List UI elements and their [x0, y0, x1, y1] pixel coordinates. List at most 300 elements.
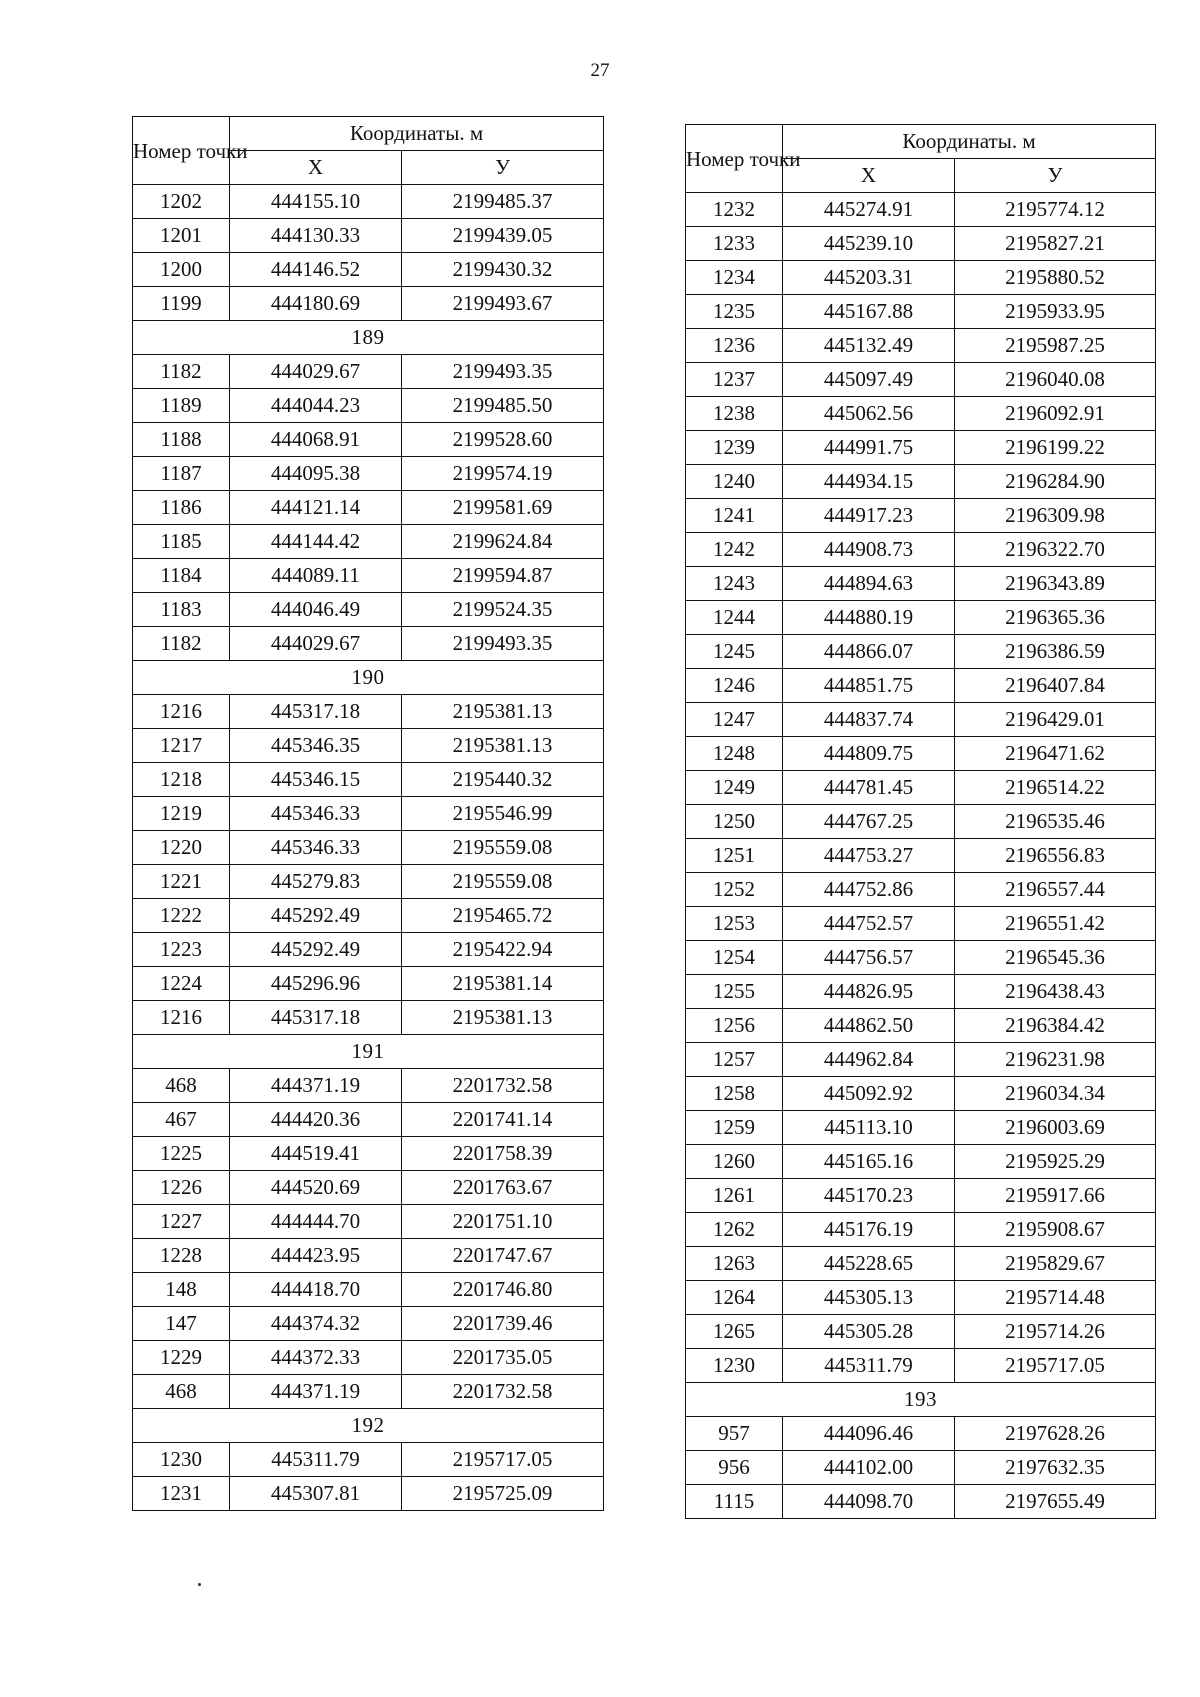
- y-coordinate-cell: 2196092.91: [955, 397, 1156, 431]
- y-coordinate-cell: 2199485.50: [402, 389, 604, 423]
- point-number-cell: 1247: [686, 703, 783, 737]
- x-coordinate-cell: 445170.23: [783, 1179, 955, 1213]
- table-row: [686, 193, 1156, 227]
- y-coordinate-cell: 2199594.87: [402, 559, 604, 593]
- table-row: [133, 933, 604, 967]
- x-coordinate-cell: 445292.49: [230, 933, 402, 967]
- point-number-cell: 1186: [133, 491, 230, 525]
- table-row: [686, 873, 1156, 907]
- point-number-cell: 1246: [686, 669, 783, 703]
- point-number-cell: 1227: [133, 1205, 230, 1239]
- table-row: [133, 593, 604, 627]
- point-number-cell: 1223: [133, 933, 230, 967]
- y-coordinate-cell: 2195725.09: [402, 1477, 604, 1511]
- table-row: [133, 355, 604, 389]
- y-coordinate-cell: 2199430.32: [402, 253, 604, 287]
- table-row: [686, 1179, 1156, 1213]
- point-number-cell: 1265: [686, 1315, 783, 1349]
- point-number-cell: 1219: [133, 797, 230, 831]
- y-coordinate-cell: 2196407.84: [955, 669, 1156, 703]
- table-row: [133, 287, 604, 321]
- table-row: [686, 499, 1156, 533]
- x-coordinate-cell: 445346.33: [230, 831, 402, 865]
- table-row: [133, 1341, 604, 1375]
- table-row: [686, 363, 1156, 397]
- y-coordinate-cell: 2199528.60: [402, 423, 604, 457]
- x-coordinate-cell: 445176.19: [783, 1213, 955, 1247]
- table-row: [133, 525, 604, 559]
- x-coordinate-cell: 444089.11: [230, 559, 402, 593]
- x-coordinate-cell: 445296.96: [230, 967, 402, 1001]
- section-row: [133, 321, 604, 355]
- table-row: [133, 253, 604, 287]
- x-coordinate-cell: 445307.81: [230, 1477, 402, 1511]
- y-coordinate-cell: 2195559.08: [402, 831, 604, 865]
- y-coordinate-cell: 2196384.42: [955, 1009, 1156, 1043]
- x-coordinate-cell: 445165.16: [783, 1145, 955, 1179]
- table-row: [686, 635, 1156, 669]
- table-row: [686, 907, 1156, 941]
- x-coordinate-cell: 444520.69: [230, 1171, 402, 1205]
- table-row: [686, 533, 1156, 567]
- point-number-cell: 1240: [686, 465, 783, 499]
- y-coordinate-cell: 2196343.89: [955, 567, 1156, 601]
- table-row: [686, 1111, 1156, 1145]
- point-number-cell: 1228: [133, 1239, 230, 1273]
- x-coordinate-cell: 444753.27: [783, 839, 955, 873]
- x-coordinate-cell: 444934.15: [783, 465, 955, 499]
- x-coordinate-cell: 444991.75: [783, 431, 955, 465]
- point-number-cell: 1243: [686, 567, 783, 601]
- point-number-cell: 1263: [686, 1247, 783, 1281]
- table-row: [133, 967, 604, 1001]
- x-coordinate-cell: 444826.95: [783, 975, 955, 1009]
- x-coordinate-cell: 444837.74: [783, 703, 955, 737]
- point-number-cell: 1201: [133, 219, 230, 253]
- table-row: [133, 491, 604, 525]
- table-row: [686, 1043, 1156, 1077]
- x-coordinate-cell: 444068.91: [230, 423, 402, 457]
- point-number-cell: 1262: [686, 1213, 783, 1247]
- point-number-cell: 1253: [686, 907, 783, 941]
- table-row: [686, 295, 1156, 329]
- x-coordinate-cell: 444029.67: [230, 355, 402, 389]
- y-coordinate-cell: 2195933.95: [955, 295, 1156, 329]
- table-body: [686, 193, 1156, 1519]
- point-number-cell: 1239: [686, 431, 783, 465]
- table-row: [133, 1103, 604, 1137]
- y-coordinate-cell: 2199624.84: [402, 525, 604, 559]
- y-coordinate-cell: 2199485.37: [402, 185, 604, 219]
- point-number-cell: 467: [133, 1103, 230, 1137]
- x-coordinate-cell: 445346.33: [230, 797, 402, 831]
- y-coordinate-cell: 2195908.67: [955, 1213, 1156, 1247]
- section-number: 192: [133, 1409, 604, 1443]
- x-coordinate-cell: 444372.33: [230, 1341, 402, 1375]
- point-number-cell: 1257: [686, 1043, 783, 1077]
- x-coordinate-cell: 444144.42: [230, 525, 402, 559]
- table-row: [133, 695, 604, 729]
- point-number-cell: 1185: [133, 525, 230, 559]
- point-number-cell: 1248: [686, 737, 783, 771]
- point-number-cell: 1258: [686, 1077, 783, 1111]
- x-coordinate-cell: 444752.86: [783, 873, 955, 907]
- point-number-cell: 1202: [133, 185, 230, 219]
- x-coordinate-cell: 444371.19: [230, 1069, 402, 1103]
- point-number-cell: 957: [686, 1417, 783, 1451]
- x-coordinate-cell: 444374.32: [230, 1307, 402, 1341]
- table-row: [686, 1451, 1156, 1485]
- point-number-cell: 1238: [686, 397, 783, 431]
- table-row: [133, 627, 604, 661]
- y-coordinate-cell: 2195880.52: [955, 261, 1156, 295]
- table-row: [133, 457, 604, 491]
- table-row: [686, 1349, 1156, 1383]
- point-number-cell: 1264: [686, 1281, 783, 1315]
- y-coordinate-cell: 2199439.05: [402, 219, 604, 253]
- point-number-cell: 1216: [133, 1001, 230, 1035]
- table-row: [686, 1485, 1156, 1519]
- point-number-cell: 1230: [686, 1349, 783, 1383]
- y-coordinate-cell: 2196309.98: [955, 499, 1156, 533]
- y-header: У: [955, 159, 1156, 193]
- x-coordinate-cell: 444767.25: [783, 805, 955, 839]
- point-number-cell: 1200: [133, 253, 230, 287]
- table-row: [686, 227, 1156, 261]
- table-row: [686, 601, 1156, 635]
- x-coordinate-cell: 444029.67: [230, 627, 402, 661]
- table-row: [686, 261, 1156, 295]
- y-coordinate-cell: 2201741.14: [402, 1103, 604, 1137]
- y-coordinate-cell: 2196514.22: [955, 771, 1156, 805]
- point-number-cell: 1199: [133, 287, 230, 321]
- section-number: 190: [133, 661, 604, 695]
- point-number-cell: 1226: [133, 1171, 230, 1205]
- y-coordinate-cell: 2195917.66: [955, 1179, 1156, 1213]
- section-row: [133, 661, 604, 695]
- table-row: [686, 1315, 1156, 1349]
- x-coordinate-cell: 444423.95: [230, 1239, 402, 1273]
- x-coordinate-cell: 445239.10: [783, 227, 955, 261]
- table-row: [686, 1145, 1156, 1179]
- point-number-cell: 1187: [133, 457, 230, 491]
- point-number-cell: 1182: [133, 627, 230, 661]
- table-body: [133, 185, 604, 1511]
- x-coordinate-cell: 444894.63: [783, 567, 955, 601]
- table-row: [133, 865, 604, 899]
- table-row: [133, 1443, 604, 1477]
- table-row: [686, 737, 1156, 771]
- y-coordinate-cell: 2196556.83: [955, 839, 1156, 873]
- point-number-cell: 1236: [686, 329, 783, 363]
- point-number-cell: 1245: [686, 635, 783, 669]
- table-row: [686, 771, 1156, 805]
- table-row: [686, 669, 1156, 703]
- point-number-cell: 1252: [686, 873, 783, 907]
- y-header: У: [402, 151, 604, 185]
- x-coordinate-cell: 444180.69: [230, 287, 402, 321]
- y-coordinate-cell: 2195381.14: [402, 967, 604, 1001]
- point-number-cell: 1256: [686, 1009, 783, 1043]
- point-number-cell: 1221: [133, 865, 230, 899]
- point-number-cell: 1218: [133, 763, 230, 797]
- y-coordinate-cell: 2196429.01: [955, 703, 1156, 737]
- table-row: [133, 219, 604, 253]
- x-coordinate-cell: 444096.46: [783, 1417, 955, 1451]
- y-coordinate-cell: 2195381.13: [402, 1001, 604, 1035]
- y-coordinate-cell: 2201758.39: [402, 1137, 604, 1171]
- point-number-cell: 1232: [686, 193, 783, 227]
- point-number-cell: 1234: [686, 261, 783, 295]
- x-coordinate-cell: 444444.70: [230, 1205, 402, 1239]
- y-coordinate-cell: 2196386.59: [955, 635, 1156, 669]
- table-row: [133, 1375, 604, 1409]
- y-coordinate-cell: 2196438.43: [955, 975, 1156, 1009]
- y-coordinate-cell: 2196003.69: [955, 1111, 1156, 1145]
- y-coordinate-cell: 2195546.99: [402, 797, 604, 831]
- table-row: [133, 559, 604, 593]
- y-coordinate-cell: 2201739.46: [402, 1307, 604, 1341]
- y-coordinate-cell: 2195925.29: [955, 1145, 1156, 1179]
- table-row: [686, 1077, 1156, 1111]
- x-coordinate-cell: 444752.57: [783, 907, 955, 941]
- table-row: [686, 1247, 1156, 1281]
- x-coordinate-cell: 444098.70: [783, 1485, 955, 1519]
- x-coordinate-cell: 445317.18: [230, 1001, 402, 1035]
- point-number-cell: 1255: [686, 975, 783, 1009]
- y-coordinate-cell: 2196231.98: [955, 1043, 1156, 1077]
- table-row: [133, 1205, 604, 1239]
- point-number-cell: 1222: [133, 899, 230, 933]
- y-coordinate-cell: 2195987.25: [955, 329, 1156, 363]
- x-coordinate-cell: 444121.14: [230, 491, 402, 525]
- x-coordinate-cell: 444809.75: [783, 737, 955, 771]
- section-number: 191: [133, 1035, 604, 1069]
- x-coordinate-cell: 445305.13: [783, 1281, 955, 1315]
- y-coordinate-cell: 2201732.58: [402, 1375, 604, 1409]
- x-coordinate-cell: 445311.79: [230, 1443, 402, 1477]
- x-coordinate-cell: 445132.49: [783, 329, 955, 363]
- x-coordinate-cell: 444146.52: [230, 253, 402, 287]
- y-coordinate-cell: 2195559.08: [402, 865, 604, 899]
- y-coordinate-cell: 2196545.36: [955, 941, 1156, 975]
- table-row: [686, 329, 1156, 363]
- y-coordinate-cell: 2201735.05: [402, 1341, 604, 1375]
- table-row: [686, 431, 1156, 465]
- x-coordinate-cell: 444917.23: [783, 499, 955, 533]
- point-number-cell: 468: [133, 1375, 230, 1409]
- y-coordinate-cell: 2195422.94: [402, 933, 604, 967]
- table-row: [686, 1417, 1156, 1451]
- x-coordinate-cell: 444371.19: [230, 1375, 402, 1409]
- y-coordinate-cell: 2195381.13: [402, 695, 604, 729]
- point-number-cell: 1261: [686, 1179, 783, 1213]
- y-coordinate-cell: 2196284.90: [955, 465, 1156, 499]
- x-coordinate-cell: 445228.65: [783, 1247, 955, 1281]
- x-coordinate-cell: 444862.50: [783, 1009, 955, 1043]
- point-number-cell: 1235: [686, 295, 783, 329]
- point-number-cell: 1216: [133, 695, 230, 729]
- section-number: 193: [686, 1383, 1156, 1417]
- point-number-cell: 1241: [686, 499, 783, 533]
- x-coordinate-cell: 444130.33: [230, 219, 402, 253]
- point-number-cell: 1244: [686, 601, 783, 635]
- point-number-cell: 1254: [686, 941, 783, 975]
- table-row: [686, 1281, 1156, 1315]
- y-coordinate-cell: 2199493.35: [402, 627, 604, 661]
- x-coordinate-cell: 445346.15: [230, 763, 402, 797]
- table-row: [133, 1171, 604, 1205]
- table-row: [133, 831, 604, 865]
- table-row: [686, 703, 1156, 737]
- x-coordinate-cell: 445292.49: [230, 899, 402, 933]
- y-coordinate-cell: 2201763.67: [402, 1171, 604, 1205]
- table-row: [686, 805, 1156, 839]
- section-row: [133, 1409, 604, 1443]
- table-row: [133, 763, 604, 797]
- x-coordinate-cell: 445203.31: [783, 261, 955, 295]
- table-row: [686, 1009, 1156, 1043]
- point-number-cell: 1249: [686, 771, 783, 805]
- point-number-cell: 1233: [686, 227, 783, 261]
- x-coordinate-cell: 444880.19: [783, 601, 955, 635]
- x-header: X: [230, 151, 402, 185]
- table-row: [686, 465, 1156, 499]
- x-coordinate-cell: 445311.79: [783, 1349, 955, 1383]
- point-number-cell: 1231: [133, 1477, 230, 1511]
- x-coordinate-cell: 444908.73: [783, 533, 955, 567]
- page-number: 27: [590, 60, 610, 81]
- y-coordinate-cell: 2195440.32: [402, 763, 604, 797]
- table-row: [133, 185, 604, 219]
- point-number-cell: 147: [133, 1307, 230, 1341]
- point-number-cell: 1230: [133, 1443, 230, 1477]
- table-row: [133, 1307, 604, 1341]
- section-row: [133, 1035, 604, 1069]
- y-coordinate-cell: 2201747.67: [402, 1239, 604, 1273]
- point-number-cell: 1229: [133, 1341, 230, 1375]
- x-coordinate-cell: 445274.91: [783, 193, 955, 227]
- table-row: [686, 1213, 1156, 1247]
- x-coordinate-cell: 444155.10: [230, 185, 402, 219]
- y-coordinate-cell: 2195714.48: [955, 1281, 1156, 1315]
- point-number-cell: 1260: [686, 1145, 783, 1179]
- x-coordinate-cell: 445167.88: [783, 295, 955, 329]
- y-coordinate-cell: 2195774.12: [955, 193, 1156, 227]
- y-coordinate-cell: 2196322.70: [955, 533, 1156, 567]
- table-row: [133, 1137, 604, 1171]
- x-coordinate-cell: 445317.18: [230, 695, 402, 729]
- y-coordinate-cell: 2196551.42: [955, 907, 1156, 941]
- coordinates-table-right: [685, 124, 1156, 1519]
- point-number-header: Номер точки: [686, 125, 783, 193]
- x-coordinate-cell: 445092.92: [783, 1077, 955, 1111]
- point-number-cell: 1251: [686, 839, 783, 873]
- y-coordinate-cell: 2201751.10: [402, 1205, 604, 1239]
- x-coordinate-cell: 445113.10: [783, 1111, 955, 1145]
- point-number-cell: 1184: [133, 559, 230, 593]
- point-number-cell: 1250: [686, 805, 783, 839]
- y-coordinate-cell: 2196040.08: [955, 363, 1156, 397]
- coordinates-table-left: [132, 116, 604, 1511]
- table-row: [133, 1069, 604, 1103]
- y-coordinate-cell: 2197655.49: [955, 1485, 1156, 1519]
- table-row: [686, 839, 1156, 873]
- table-row: [133, 389, 604, 423]
- x-coordinate-cell: 445097.49: [783, 363, 955, 397]
- x-coordinate-cell: 444420.36: [230, 1103, 402, 1137]
- y-coordinate-cell: 2201746.80: [402, 1273, 604, 1307]
- y-coordinate-cell: 2196471.62: [955, 737, 1156, 771]
- x-coordinate-cell: 444866.07: [783, 635, 955, 669]
- y-coordinate-cell: 2199493.67: [402, 287, 604, 321]
- y-coordinate-cell: 2201732.58: [402, 1069, 604, 1103]
- y-coordinate-cell: 2196535.46: [955, 805, 1156, 839]
- section-number: 189: [133, 321, 604, 355]
- point-number-cell: 1224: [133, 967, 230, 1001]
- point-number-cell: 1242: [686, 533, 783, 567]
- y-coordinate-cell: 2197632.35: [955, 1451, 1156, 1485]
- table-row: [133, 423, 604, 457]
- y-coordinate-cell: 2196034.34: [955, 1077, 1156, 1111]
- x-coordinate-cell: 444756.57: [783, 941, 955, 975]
- x-coordinate-cell: 445346.35: [230, 729, 402, 763]
- table-row: [686, 567, 1156, 601]
- point-number-cell: 1183: [133, 593, 230, 627]
- table-row: [133, 1239, 604, 1273]
- coordinates-header: Координаты. м: [230, 117, 604, 151]
- point-number-cell: 1115: [686, 1485, 783, 1519]
- x-coordinate-cell: 445062.56: [783, 397, 955, 431]
- x-coordinate-cell: 444046.49: [230, 593, 402, 627]
- y-coordinate-cell: 2195829.67: [955, 1247, 1156, 1281]
- table-row: [686, 975, 1156, 1009]
- point-number-header: Номер точки: [133, 117, 230, 185]
- x-coordinate-cell: 444095.38: [230, 457, 402, 491]
- x-coordinate-cell: 444044.23: [230, 389, 402, 423]
- point-number-cell: 1182: [133, 355, 230, 389]
- table-row: [133, 797, 604, 831]
- point-number-cell: 956: [686, 1451, 783, 1485]
- table-row: [133, 729, 604, 763]
- y-coordinate-cell: 2195717.05: [402, 1443, 604, 1477]
- x-coordinate-cell: 444851.75: [783, 669, 955, 703]
- stray-mark: [198, 1583, 201, 1586]
- x-coordinate-cell: 445305.28: [783, 1315, 955, 1349]
- x-coordinate-cell: 444962.84: [783, 1043, 955, 1077]
- point-number-cell: 148: [133, 1273, 230, 1307]
- point-number-cell: 1259: [686, 1111, 783, 1145]
- x-coordinate-cell: 444102.00: [783, 1451, 955, 1485]
- x-header: X: [783, 159, 955, 193]
- y-coordinate-cell: 2199574.19: [402, 457, 604, 491]
- point-number-cell: 1237: [686, 363, 783, 397]
- x-coordinate-cell: 445279.83: [230, 865, 402, 899]
- table-row: [133, 1001, 604, 1035]
- y-coordinate-cell: 2196199.22: [955, 431, 1156, 465]
- table-row: [686, 397, 1156, 431]
- y-coordinate-cell: 2195827.21: [955, 227, 1156, 261]
- y-coordinate-cell: 2197628.26: [955, 1417, 1156, 1451]
- point-number-cell: 1220: [133, 831, 230, 865]
- y-coordinate-cell: 2195717.05: [955, 1349, 1156, 1383]
- table-row: [686, 941, 1156, 975]
- table-row: [133, 1477, 604, 1511]
- point-number-cell: 1189: [133, 389, 230, 423]
- y-coordinate-cell: 2196365.36: [955, 601, 1156, 635]
- y-coordinate-cell: 2195465.72: [402, 899, 604, 933]
- section-row: [686, 1383, 1156, 1417]
